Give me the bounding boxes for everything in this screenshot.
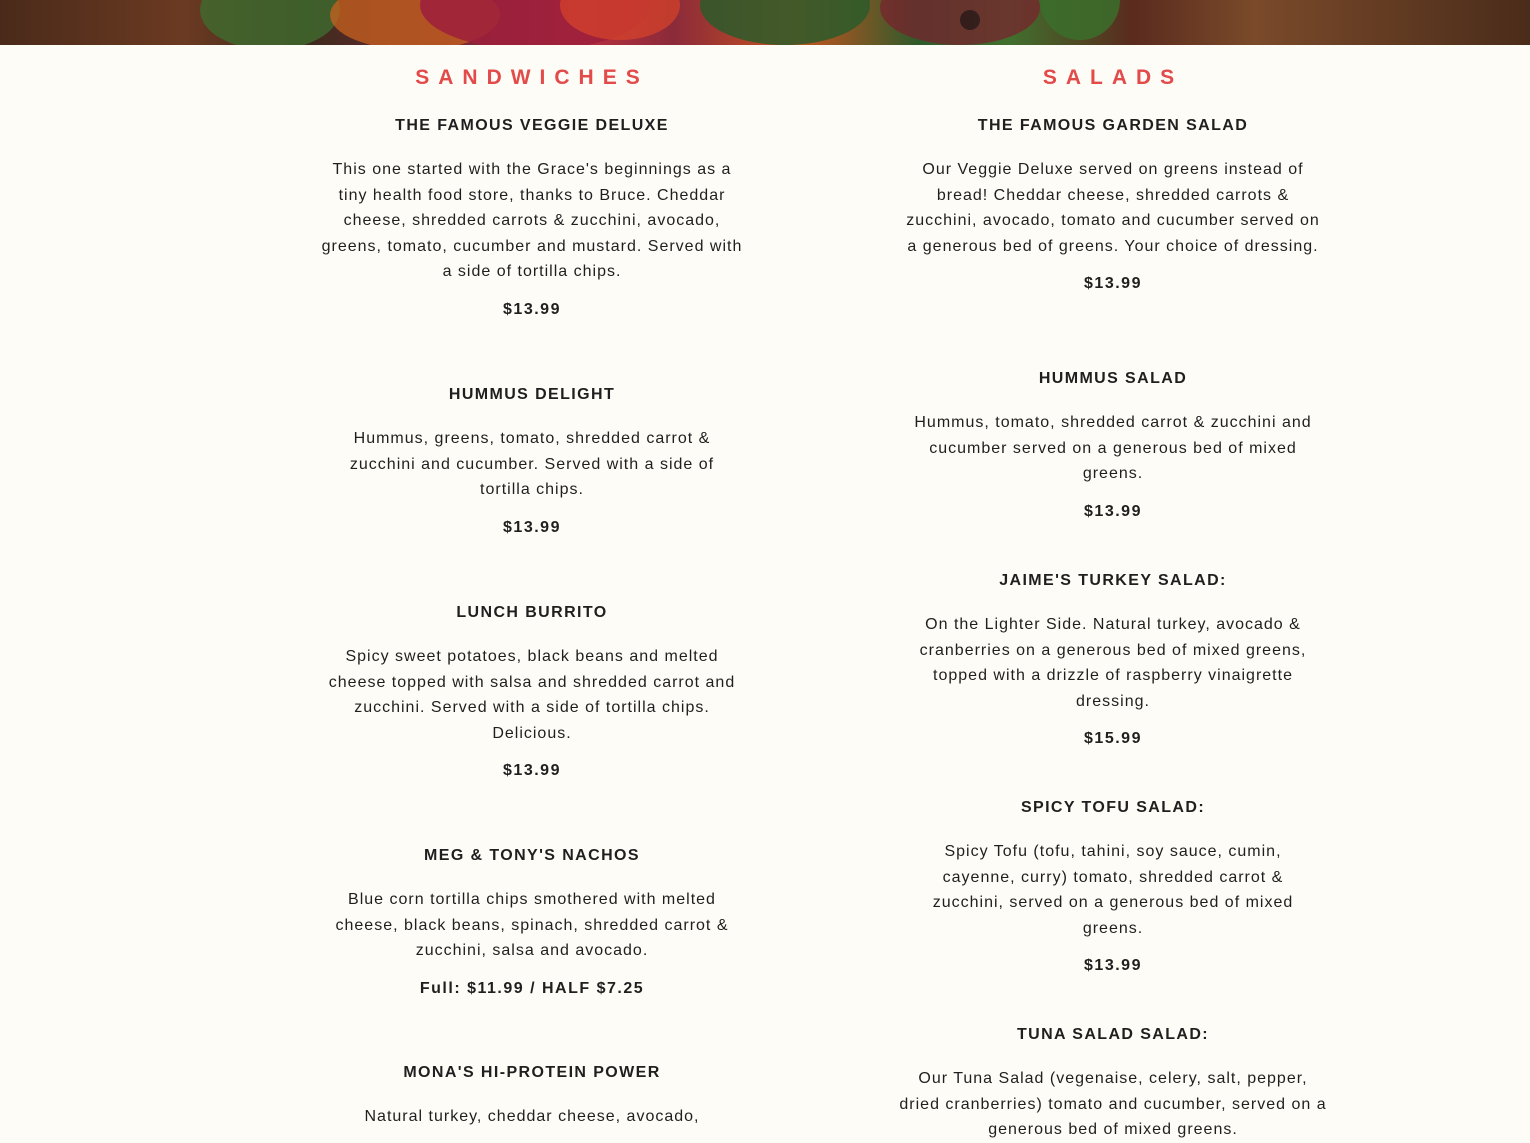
item-price: $13.99	[1084, 275, 1142, 293]
salads-heading: SALADS	[1042, 66, 1184, 89]
item-name: HUMMUS DELIGHT	[448, 386, 616, 403]
item-price: $13.99	[503, 762, 561, 780]
item-price: $13.99	[1084, 957, 1142, 975]
item-description: Spicy Tofu (tofu, tahini, soy sauce, cumin, cayenne, curry) tomato, shredded carrot & zucchini, served on a generous bed of mixed greens.	[932, 843, 1294, 937]
menu-item	[312, 846, 752, 999]
sandwiches-heading: SANDWICHES	[415, 66, 649, 89]
item-price: $15.99	[1084, 730, 1142, 748]
item-price: $13.99	[1084, 502, 1142, 520]
item-name: MONA'S HI-PROTEIN POWER	[403, 1064, 661, 1081]
menu-item	[312, 385, 752, 538]
item-description: Spicy sweet potatoes, black beans and melted cheese topped with salsa and shredded carrot and zucchini. Served with a side of tortilla chips. Delicious.	[328, 648, 736, 742]
menu-item	[893, 369, 1333, 522]
item-description: Our Tuna Salad (vegenaise, celery, salt, pepper, dried cranberries) tomato and cucumber, served on a generous bed of mixed greens.	[899, 1070, 1327, 1139]
item-description: Natural turkey, cheddar cheese, avocado,	[364, 1108, 700, 1125]
menu-item	[312, 116, 752, 320]
item-name: MEG & TONY'S NACHOS	[424, 847, 640, 864]
menu-item	[893, 798, 1333, 976]
item-name: TUNA SALAD SALAD:	[1016, 1026, 1210, 1043]
item-name: LUNCH BURRITO	[456, 604, 608, 621]
item-name: HUMMUS SALAD	[1038, 370, 1188, 387]
item-name: SPICY TOFU SALAD:	[1020, 799, 1206, 816]
item-price: Full: $11.99 / HALF $7.25	[419, 979, 645, 997]
item-name: JAIME'S TURKEY SALAD:	[999, 572, 1227, 589]
menu-item	[893, 116, 1333, 294]
item-name: THE FAMOUS GARDEN SALAD	[977, 117, 1249, 134]
item-price: $13.99	[503, 518, 561, 536]
item-price: $13.99	[503, 300, 561, 318]
item-description: Hummus, greens, tomato, shredded carrot & zucchini and cucumber. Served with a side of tortilla chips.	[349, 430, 715, 499]
menu-item	[312, 603, 752, 781]
item-name: THE FAMOUS VEGGIE DELUXE	[395, 117, 669, 134]
menu-item	[312, 1063, 752, 1130]
item-description: Our Veggie Deluxe served on greens instead of bread! Cheddar cheese, shredded carrots & zucchini, avocado, tomato and cucumber served on a generous bed of greens. Your choice of dressing.	[906, 161, 1320, 255]
item-description: Blue corn tortilla chips smothered with melted cheese, black beans, spinach, shredded carrot & zucchini, salsa and avocado.	[335, 891, 729, 960]
item-description: Hummus, tomato, shredded carrot & zucchini and cucumber served on a generous bed of mixed greens.	[914, 414, 1312, 483]
hero-banner-image	[0, 0, 1530, 45]
item-description: This one started with the Grace's beginnings as a tiny health food store, thanks to Bruce. Cheddar cheese, shredded carrots & zucchini, avocado, greens, tomato, cucumber and mustard. Served with a side of tortilla chips.	[321, 161, 743, 281]
item-description: On the Lighter Side. Natural turkey, avocado & cranberries on a generous bed of mixed greens, topped with a drizzle of raspberry vinaigrette dressing.	[919, 616, 1307, 710]
menu-item	[893, 1025, 1333, 1143]
menu-item	[893, 571, 1333, 749]
